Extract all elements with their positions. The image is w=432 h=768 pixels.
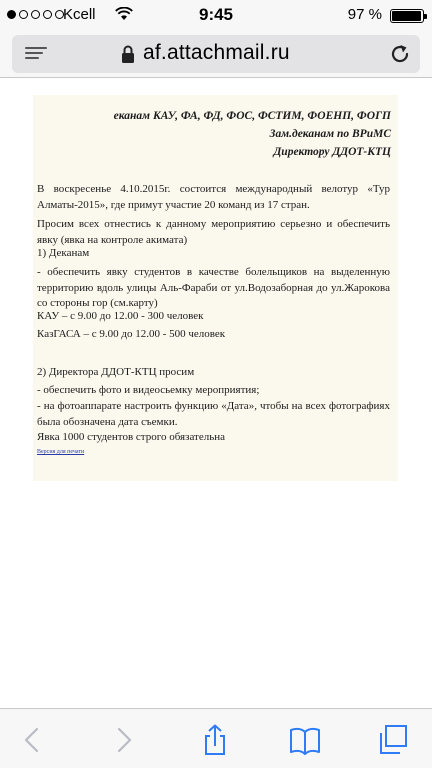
intro-paragraph: В воскресенье 4.10.2015г. состоится международный велотур «Тур Алматы-2015», где примут участие 20 команд из 17 стран. xyxy=(37,183,390,211)
url-text[interactable]: af.attachmail.ru xyxy=(143,41,290,64)
addressee-line: еканам КАУ, ФА, ФД, ФОС, ФСТИМ, ФОЕНП, ФОГП xyxy=(113,110,391,122)
request-paragraph: Просим всех отнестись к данному мероприятию серьезно и обеспечить явку (явка на контроле акимата) xyxy=(37,218,390,246)
status-bar xyxy=(0,0,432,30)
section-1-text: - обеспечить явку студентов в качестве болельщиков на выделенную территорию вдоль улицы Аль-Фараби от ул.Водозаборная до ул.Жарокова со стороны гор (см.карту) xyxy=(37,266,390,309)
closing-line: Явка 1000 студентов строго обязательна xyxy=(37,431,226,443)
browser-toolbar xyxy=(0,708,432,768)
tabs-icon[interactable] xyxy=(376,723,410,757)
print-version-link[interactable]: Версия для печати xyxy=(37,449,85,455)
lock-icon xyxy=(121,44,135,64)
section-2-item-1: - обеспечить фото и видеосьемку мероприятия; xyxy=(37,384,260,396)
section-1-title: 1) Деканам xyxy=(37,247,90,259)
reload-icon[interactable] xyxy=(389,43,411,65)
kau-quota: КАУ – с 9.00 до 12.00 - 300 человек xyxy=(37,310,204,322)
share-icon[interactable] xyxy=(198,723,232,757)
section-2-item-2: - на фотоаппарате настроить функцию «Дата», чтобы на всех фотографиях была обозначена дата съемки. xyxy=(37,400,390,428)
browser-address-area xyxy=(0,30,432,78)
letter-document xyxy=(33,95,398,481)
kazgasa-quota: КазГАСА – с 9.00 до 12.00 - 500 человек xyxy=(37,328,226,340)
addressee-line: Зам.деканам по ВРиМС xyxy=(269,128,391,140)
forward-icon[interactable] xyxy=(106,723,140,757)
carrier-name: Kcell xyxy=(63,6,96,23)
back-icon[interactable] xyxy=(16,723,50,757)
menu-icon[interactable] xyxy=(25,47,47,62)
section-2-title: 2) Директора ДДОТ-КТЦ просим xyxy=(37,366,195,378)
address-bar[interactable] xyxy=(12,35,420,73)
bookmarks-icon[interactable] xyxy=(288,723,322,757)
battery-icon xyxy=(390,9,424,23)
clock: 9:45 xyxy=(198,5,234,24)
addressee-line: Директору ДДОТ-КТЦ xyxy=(273,146,391,158)
battery-percentage: 97 % xyxy=(347,6,382,23)
